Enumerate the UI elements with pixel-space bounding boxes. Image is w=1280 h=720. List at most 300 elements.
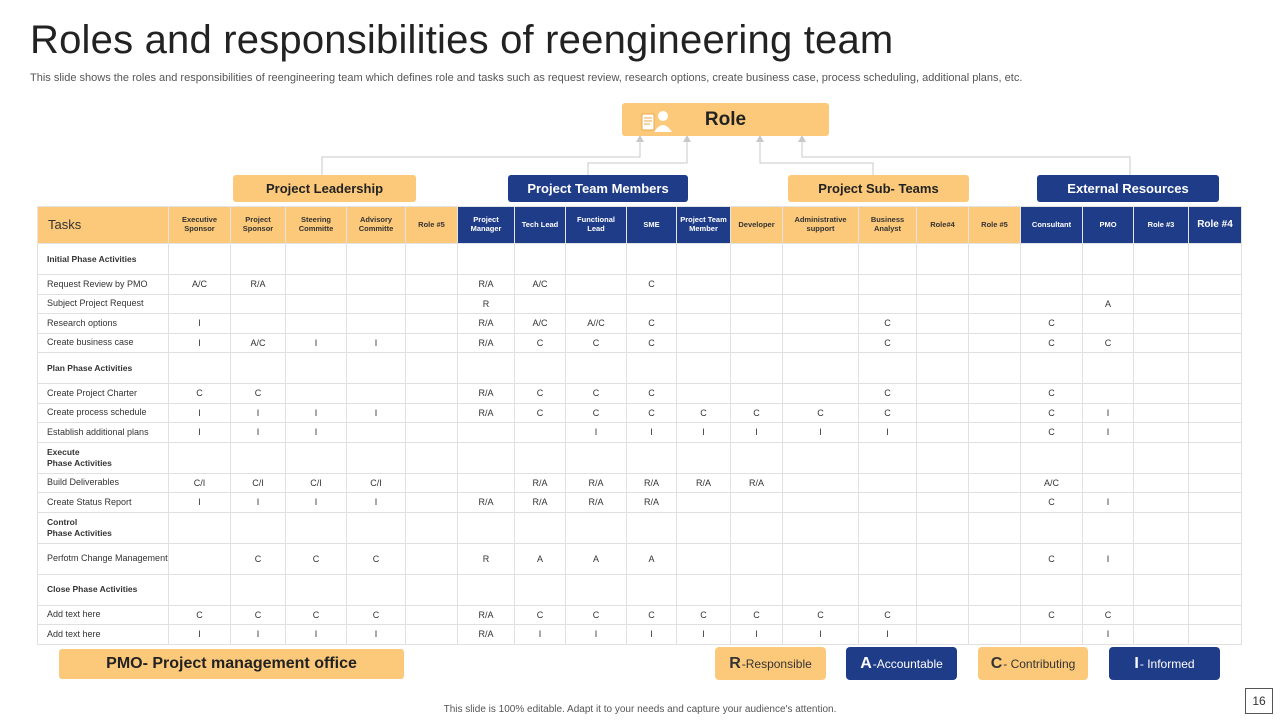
raci-cell [627,442,677,473]
raci-cell [783,333,859,353]
raci-cell: I [286,625,347,645]
raci-cell: I [627,423,677,443]
raci-cell [917,403,969,423]
raci-cell: A/C [515,275,566,295]
raci-cell [731,275,783,295]
task-cell: Perfotm Change Management [38,543,169,574]
table-body [38,244,1242,645]
raci-cell [1021,244,1083,275]
raci-cell [169,574,231,605]
column-header: SME [627,207,677,244]
raci-cell: R/A [458,605,515,625]
raci-cell [231,512,286,543]
raci-cell [677,384,731,404]
raci-cell [347,294,406,314]
raci-cell: R/A [458,275,515,295]
raci-cell [783,574,859,605]
raci-cell: I [347,625,406,645]
raci-cell: R/A [515,493,566,513]
column-header: PMO [1083,207,1134,244]
raci-cell: C/I [231,473,286,493]
raci-cell [1021,275,1083,295]
raci-cell: C [1021,384,1083,404]
raci-cell [859,442,917,473]
raci-cell [627,512,677,543]
raci-cell [783,353,859,384]
raci-cell [1083,574,1134,605]
raci-cell [1134,473,1189,493]
raci-cell: C [1021,543,1083,574]
raci-cell: C/I [347,473,406,493]
raci-cell [859,244,917,275]
raci-cell [231,442,286,473]
raci-cell [231,244,286,275]
task-cell: Research options [38,314,169,334]
table-row [38,423,1242,443]
raci-cell [347,244,406,275]
raci-cell: R/A [566,473,627,493]
column-header: Project Team Member [677,207,731,244]
raci-cell: I [677,423,731,443]
raci-cell [627,353,677,384]
raci-cell [231,574,286,605]
column-header: Developer [731,207,783,244]
raci-cell [969,473,1021,493]
raci-cell: C [859,605,917,625]
raci-cell: C [627,333,677,353]
raci-cell [917,574,969,605]
raci-cell [169,294,231,314]
raci-cell: C [859,403,917,423]
raci-cell: I [783,423,859,443]
raci-cell: C [1021,333,1083,353]
raci-cell: A/C [515,314,566,334]
raci-cell [917,512,969,543]
raci-cell [969,605,1021,625]
phase-row [38,442,1242,473]
raci-cell: A/C [169,275,231,295]
raci-cell: C [286,543,347,574]
raci-cell: C [783,403,859,423]
raci-cell: I [169,314,231,334]
raci-cell [1189,294,1242,314]
task-cell: Execute Phase Activities [38,442,169,473]
raci-cell: C [859,384,917,404]
raci-cell: R [458,294,515,314]
legend-accountable [846,647,957,680]
raci-cell [677,574,731,605]
raci-cell [515,244,566,275]
raci-cell: R/A [231,275,286,295]
raci-cell: I [731,625,783,645]
raci-table [37,206,1242,645]
raci-cell [677,333,731,353]
raci-cell [783,442,859,473]
raci-cell [783,543,859,574]
raci-cell [917,442,969,473]
raci-cell [406,442,458,473]
task-cell: Subject Project Request [38,294,169,314]
raci-cell: C [1021,314,1083,334]
raci-cell [458,473,515,493]
raci-cell [731,244,783,275]
raci-cell [917,423,969,443]
raci-cell: I [169,423,231,443]
page-title: Roles and responsibilities of reengineering team [30,18,894,62]
raci-cell [677,244,731,275]
raci-cell [1021,353,1083,384]
raci-cell [1134,493,1189,513]
raci-cell [917,473,969,493]
raci-cell: A [627,543,677,574]
raci-cell [677,275,731,295]
raci-cell [286,353,347,384]
task-cell: Establish additional plans [38,423,169,443]
raci-cell [515,574,566,605]
raci-cell: C [515,403,566,423]
raci-cell [917,605,969,625]
raci-cell [969,294,1021,314]
legend-key: I [1134,654,1139,672]
raci-cell [347,384,406,404]
raci-cell [1189,493,1242,513]
column-header: Project Manager [458,207,515,244]
raci-cell: A//C [566,314,627,334]
raci-cell [347,574,406,605]
raci-cell [627,244,677,275]
raci-cell [969,333,1021,353]
raci-cell [286,314,347,334]
raci-cell: C [231,384,286,404]
raci-cell [566,294,627,314]
task-cell: Create business case [38,333,169,353]
raci-cell [783,314,859,334]
table-row [38,625,1242,645]
table-row [38,605,1242,625]
legend-key: C [990,654,1003,672]
raci-cell [1021,574,1083,605]
raci-cell: I [1083,403,1134,423]
raci-cell [406,403,458,423]
raci-cell [1189,423,1242,443]
raci-cell [286,574,347,605]
raci-cell: A [515,543,566,574]
raci-cell: C [1021,403,1083,423]
raci-cell [566,512,627,543]
raci-cell [969,543,1021,574]
legend-text: - Contributing [1003,656,1076,671]
table-row [38,543,1242,574]
raci-cell: R/A [731,473,783,493]
raci-cell: C [731,605,783,625]
raci-cell [458,574,515,605]
table-row [38,314,1242,334]
raci-cell: C [515,384,566,404]
raci-cell [1083,442,1134,473]
raci-cell [1083,314,1134,334]
raci-cell: C [515,605,566,625]
page-subtitle: This slide shows the roles and responsibilities of reengineering team which defines role and tasks such as request review, research options, create business case, process scheduling, additional plans, etc. [30,72,1023,84]
raci-cell: C [627,314,677,334]
column-header: Advisory Committe [347,207,406,244]
raci-cell [969,314,1021,334]
raci-cell: R/A [627,493,677,513]
raci-cell: I [169,625,231,645]
raci-cell: C [1021,493,1083,513]
group-project-sub-teams: Project Sub- Teams [788,175,969,202]
raci-cell [783,384,859,404]
raci-cell [677,493,731,513]
raci-cell [1134,442,1189,473]
raci-cell [859,275,917,295]
raci-cell [731,512,783,543]
raci-cell: C [566,384,627,404]
column-header: Role #5 [969,207,1021,244]
raci-cell: A [566,543,627,574]
raci-cell: I [231,493,286,513]
raci-cell: I [347,333,406,353]
raci-cell [731,442,783,473]
raci-cell [458,423,515,443]
raci-cell [677,294,731,314]
raci-cell [1021,442,1083,473]
raci-cell [1189,605,1242,625]
raci-cell [859,294,917,314]
raci-cell [969,493,1021,513]
raci-cell [783,473,859,493]
raci-cell [169,442,231,473]
raci-cell [1189,512,1242,543]
raci-cell [677,442,731,473]
legend-informed [1109,647,1220,680]
raci-cell [286,275,347,295]
raci-cell: C [1021,605,1083,625]
raci-cell [169,512,231,543]
raci-cell: I [169,333,231,353]
legend-text: -Accountable [872,656,943,671]
raci-cell [406,473,458,493]
raci-cell: I [731,423,783,443]
legend-responsible [715,647,826,680]
raci-cell: R/A [458,384,515,404]
raci-cell [731,493,783,513]
raci-cell [1189,403,1242,423]
raci-cell: A [1083,294,1134,314]
raci-cell [406,423,458,443]
task-cell: Initial Phase Activities [38,244,169,275]
raci-cell [1134,333,1189,353]
raci-cell: A/C [1021,473,1083,493]
raci-cell [917,333,969,353]
table-row [38,333,1242,353]
raci-cell [566,244,627,275]
raci-cell: I [231,625,286,645]
phase-row [38,512,1242,543]
raci-cell: C [1083,333,1134,353]
table-row [38,294,1242,314]
raci-cell [1083,473,1134,493]
raci-cell: C [731,403,783,423]
column-header: Role #3 [1134,207,1189,244]
raci-cell: C [677,403,731,423]
raci-cell [917,294,969,314]
task-cell: Create process schedule [38,403,169,423]
raci-cell: I [169,493,231,513]
raci-cell [1083,353,1134,384]
raci-cell [1189,384,1242,404]
raci-cell [566,574,627,605]
raci-cell [566,442,627,473]
table-row [38,403,1242,423]
raci-cell [1021,512,1083,543]
raci-cell [969,423,1021,443]
raci-cell [859,493,917,513]
raci-cell [677,543,731,574]
raci-cell [859,543,917,574]
column-header: Administrative support [783,207,859,244]
raci-cell: C/I [169,473,231,493]
raci-cell: R/A [677,473,731,493]
raci-cell [917,625,969,645]
task-cell: Create Project Charter [38,384,169,404]
raci-cell [731,294,783,314]
raci-cell [859,574,917,605]
task-cell: Create Status Report [38,493,169,513]
raci-cell [406,384,458,404]
raci-cell: I [286,333,347,353]
raci-cell [286,384,347,404]
raci-cell [969,353,1021,384]
raci-cell: C [1083,605,1134,625]
raci-cell [627,294,677,314]
raci-cell: I [1083,543,1134,574]
raci-cell: C [627,384,677,404]
raci-cell [458,512,515,543]
table-row [38,493,1242,513]
column-header: Tech Lead [515,207,566,244]
raci-cell [515,442,566,473]
raci-cell: C [231,605,286,625]
raci-cell [677,314,731,334]
raci-cell [1083,512,1134,543]
task-cell: Build Deliverables [38,473,169,493]
raci-cell [231,294,286,314]
raci-cell [1189,275,1242,295]
raci-cell [969,625,1021,645]
raci-cell [169,543,231,574]
raci-cell [1134,625,1189,645]
raci-cell [859,473,917,493]
raci-cell [406,275,458,295]
raci-cell [1134,423,1189,443]
raci-cell: C [169,384,231,404]
raci-cell [1134,294,1189,314]
raci-cell [1021,625,1083,645]
raci-cell [286,294,347,314]
table-row [38,275,1242,295]
raci-cell: R/A [458,314,515,334]
task-cell: Add text here [38,625,169,645]
raci-cell: C [859,333,917,353]
phase-row [38,574,1242,605]
raci-cell [406,333,458,353]
group-project-team-members: Project Team Members [508,175,688,202]
raci-cell: C [627,275,677,295]
raci-cell [1134,353,1189,384]
column-header: Role #5 [406,207,458,244]
raci-cell [859,353,917,384]
raci-cell [1134,244,1189,275]
raci-cell [515,512,566,543]
raci-cell [1189,353,1242,384]
raci-cell: I [859,625,917,645]
raci-cell: I [859,423,917,443]
raci-cell [969,512,1021,543]
raci-cell [783,512,859,543]
raci-cell [731,333,783,353]
column-header: Role#4 [917,207,969,244]
raci-cell: I [677,625,731,645]
raci-cell [1134,512,1189,543]
raci-cell [1021,294,1083,314]
raci-cell: I [783,625,859,645]
raci-cell: I [566,625,627,645]
raci-cell: C/I [286,473,347,493]
raci-cell [406,493,458,513]
legend-key: R [729,654,741,672]
raci-cell [406,625,458,645]
raci-cell: I [566,423,627,443]
raci-cell: C [566,333,627,353]
raci-cell [1134,314,1189,334]
raci-cell: I [286,403,347,423]
raci-cell [1134,605,1189,625]
tasks-header: Tasks [38,207,169,244]
raci-cell [917,353,969,384]
raci-cell [917,493,969,513]
role-label: Role [704,108,747,130]
raci-cell [969,275,1021,295]
raci-cell [731,384,783,404]
raci-cell [406,244,458,275]
raci-cell [969,384,1021,404]
raci-cell: I [169,403,231,423]
raci-cell [347,442,406,473]
raci-cell [458,244,515,275]
document-person-icon [640,108,674,139]
task-cell: Control Phase Activities [38,512,169,543]
raci-cell [515,294,566,314]
raci-cell [783,275,859,295]
raci-cell [917,384,969,404]
raci-cell [731,314,783,334]
raci-cell: I [231,423,286,443]
raci-cell: R/A [515,473,566,493]
raci-cell [969,574,1021,605]
raci-cell [286,512,347,543]
raci-cell: R/A [566,493,627,513]
raci-cell [406,574,458,605]
raci-cell [1083,244,1134,275]
raci-cell: R/A [627,473,677,493]
raci-cell: C [566,605,627,625]
raci-cell [566,353,627,384]
raci-cell: C [286,605,347,625]
legend-key: A [860,654,872,672]
raci-cell [677,512,731,543]
column-header: Role #4 [1189,207,1242,244]
role-box [622,103,829,136]
